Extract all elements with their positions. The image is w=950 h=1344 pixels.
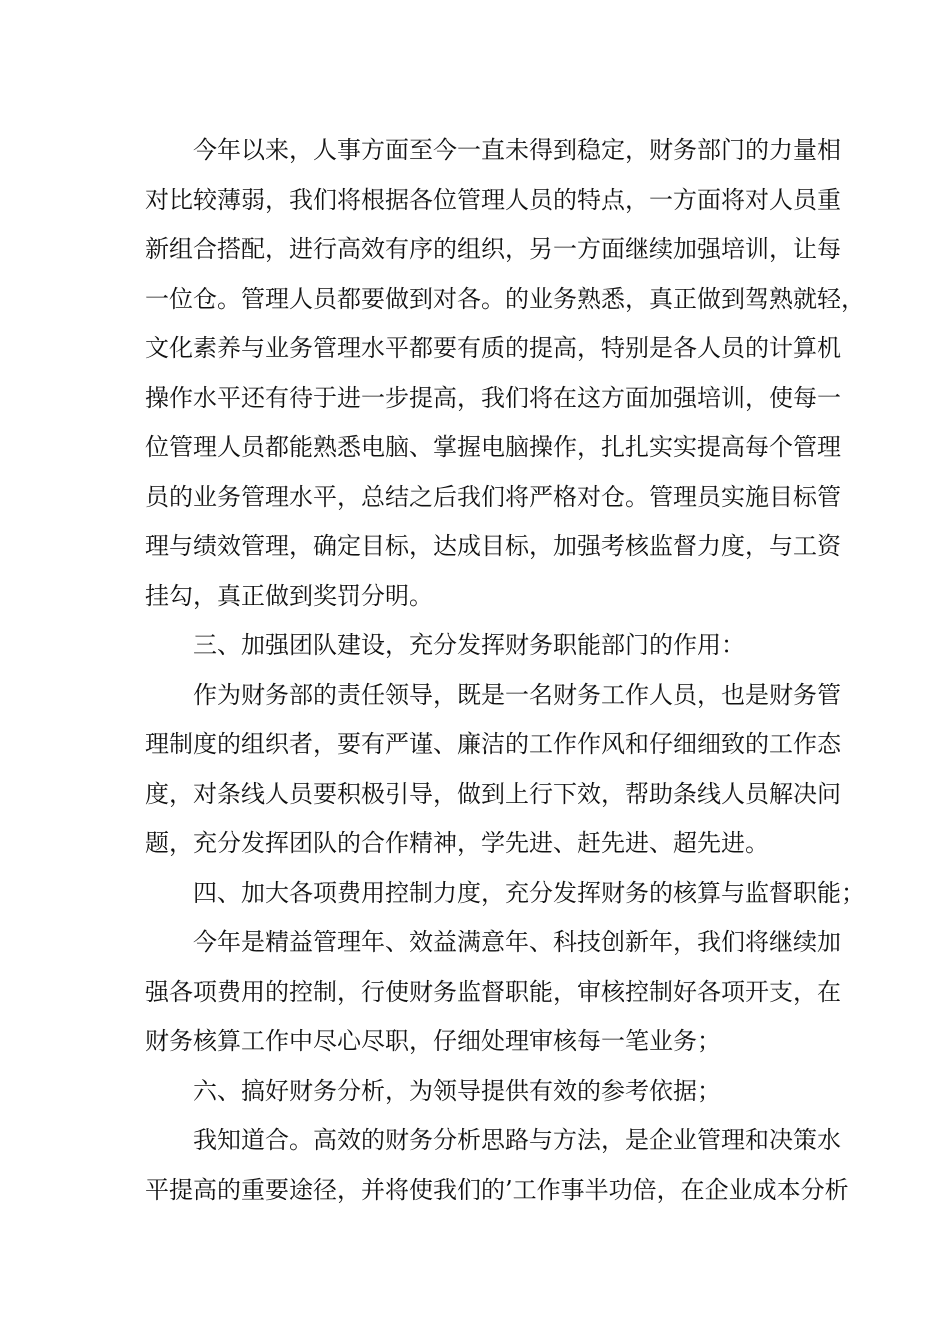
paragraph-line: 今年以来，人事方面至今一直未得到稳定，财务部门的力量相 xyxy=(193,136,841,164)
paragraph-line: 度，对条线人员要积极引导，做到上行下效，帮助条线人员解决问 xyxy=(145,779,841,808)
section-heading: 三、加强团队建设，充分发挥财务职能部门的作用： xyxy=(193,631,745,659)
paragraph-line: 理与绩效管理，确定目标，达成目标，加强考核监督力度，与工资 xyxy=(145,532,841,560)
paragraph-line: 操作水平还有待于进一步提高，我们将在这方面加强培训，使每一 xyxy=(145,383,841,412)
paragraph-line: 对比较薄弱，我们将根据各位管理人员的特点，一方面将对人员重 xyxy=(145,185,841,214)
paragraph-line: 财务核算工作中尽心尽职，仔细处理审核每一笔业务； xyxy=(145,1027,721,1055)
paragraph-line: 作为财务部的责任领导，既是一名财务工作人员，也是财务管 xyxy=(193,680,841,709)
paragraph-line: 新组合搭配，进行高效有序的组织，另一方面继续加强培训，让每 xyxy=(145,235,841,263)
paragraph-line: 今年是精益管理年、效益满意年、科技创新年，我们将继续加 xyxy=(193,928,841,956)
paragraph-line: 我知道合。高效的财务分析思路与方法，是企业管理和决策水 xyxy=(193,1126,841,1154)
paragraph-line: 理制度的组织者，要有严谨、廉洁的工作作风和仔细细致的工作态 xyxy=(145,730,841,758)
section-heading: 六、搞好财务分析，为领导提供有效的参考依据； xyxy=(193,1076,721,1105)
section-heading: 四、加大各项费用控制力度，充分发挥财务的核算与监督职能； xyxy=(193,878,865,907)
body-text xyxy=(145,126,865,1215)
paragraph-line: 员的业务管理水平，总结之后我们将严格对仓。管理员实施目标管 xyxy=(145,482,841,511)
paragraph-line: 强各项费用的控制，行使财务监督职能，审核控制好各项开支，在 xyxy=(145,977,841,1006)
paragraph-line: 挂勾，真正做到奖罚分明。 xyxy=(145,581,433,610)
paragraph-line: 平提高的重要途径，并将使我们的’工作事半功倍，在企业成本分析 xyxy=(145,1175,849,1204)
paragraph-line: 题，充分发挥团队的合作精神，学先进、赶先进、超先进。 xyxy=(145,829,769,857)
paragraph-line: 位管理人员都能熟悉电脑、掌握电脑操作，扎扎实实提高每个管理 xyxy=(145,433,841,461)
paragraph-line: 一位仓。管理人员都要做到对各。的业务熟悉，真正做到驾熟就轻， xyxy=(145,284,865,313)
paragraph-line: 文化素养与业务管理水平都要有质的提高，特别是各人员的计算机 xyxy=(145,334,841,362)
